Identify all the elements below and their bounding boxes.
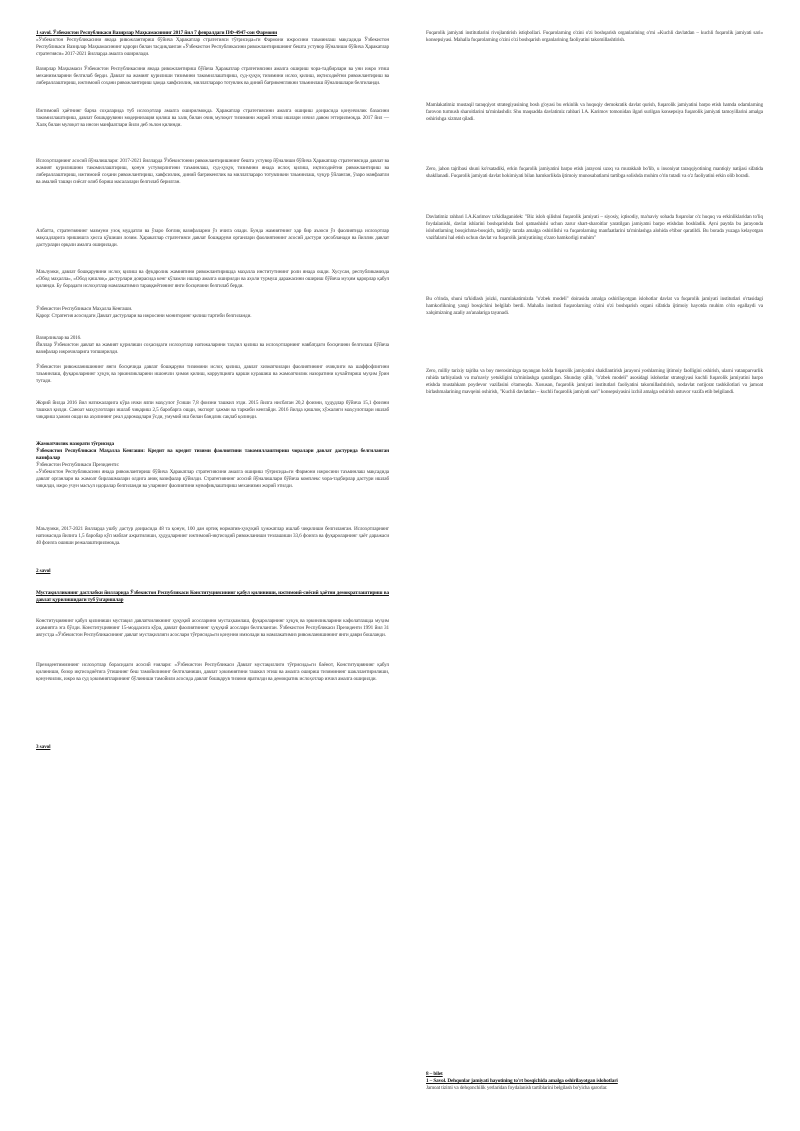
paragraph-left-20 (36, 618, 389, 639)
text-left-4: Ислоҳотларнинг асосий йўналишлари: 2017-2021 йилларда Ўзбекистонни ривожлантиришнинг бешта устувор йўналиши бўйича Ҳаракатлар стратегиясида давлат ва жамият қурилишини такомиллаштириш, қонун устуворлигини таъминлаш, суд-ҳуқуқ тизимини янада ислоҳ қилиш, иқтисодиётни ривожлантириш ва либераллаштириш, ижтимоий соҳани ривожлантириш, хавфсизлик, диний бағрикенглик ва миллатлараро тотувликни таъминлаш, чуқур ўйланган, ўзаро манфаатли ва амалий ташқи сиёсат олиб бориш масалалари белгилаб берилган. (36, 158, 389, 186)
text-right-4: Bu o'rinda, shuni ta'kidlash joizki, mamlakatimizda "o'zbek modeli" doirasida amalga oshirilayotgan islohotlar davlat va fuqarolik jamiyati institutlari o'rtasidagi hamkorlikning yangi bosqichini belgilab berdi. Mahalla instituti fuqarolarning o'zini o'zi boshqarish organi sifatida ijtimoiy hayotda muhim o'rin egallaydi va xalqimizning azaliy an'analariga tayanadi. (426, 296, 763, 317)
text-right-1: Mamlakatimiz mustaqil taraqqiyot strategiyasining bosh g'oyasi bu erkinlik va huquqiy demokratik davlat qurish, fuqarolik jamiyatini barpo etish hamda odamlarning farovon turmush sharoitlarini ta'minlashdir. Shu maqsadda davlatimiz rahbari I.A. Karimov tomonidan ilgari surilgan konsepsiya fuqarolik jamiyati tamoyillarini amalga oshirishga xizmat qiladi. (426, 102, 763, 123)
paragraph-right-5 (426, 368, 763, 396)
paragraph-right-1 (426, 102, 763, 123)
paragraph-left-2 (36, 66, 389, 87)
paragraph-right-4 (426, 296, 763, 317)
text-left-16: «Ўзбекистон Республикасини янада ривожлантириш бўйича Ҳаракатлар стратегиясини амалга ошириш тўғрисида»ги Фармони ижросини таъминлаш мақсадида давлат органлари ва жамоат бирлашмалари олдига аниқ вазифалар қўйилди. Стратегиянинг асосий йўналишлари бўйича комплекс чора-тадбирлар дастури ишлаб чиқилди, ижро учун масъул идоралар белгиланди ва уларнинг фаолиятини мувофиқлаштириш механизми жорий этилди. (36, 469, 389, 490)
paragraph-left-16 (36, 469, 389, 490)
paragraph-right-3 (426, 214, 763, 242)
heading-left-22 (36, 744, 389, 751)
text-right-2: Zero, jahon tajribasi shuni ko'rsatadiki, erkin fuqarolik jamiyatini barpo etish jarayoni uzoq va murakkab bo'lib, u insoniyat taraqqiyotining mantiqiy natijasi sifatida shakllanadi. Fuqarolik jamiyati davlat hokimiyati bilan hamkorlikda ijtimoiy munosabatlarni tartibga solishda muhim o'rin tutadi va o'z faoliyatini erkin olib boradi. (426, 166, 763, 180)
paragraph-left-11 (36, 364, 389, 385)
paragraph-left-3 (36, 108, 389, 129)
text-left-0: 1 savol. Ўзбекистон Республикаси Вазирлар Маҳкамасининг 2017 йил 7 февралдаги ПФ-4947-сон Фармони (36, 30, 278, 36)
text-left-20: Конституциянинг қабул қилиниши мустақил давлатчиликнинг ҳуқуқий асосларини мустаҳкамлаш, фуқароларнинг ҳуқуқ ва эркинликларини кафолатлашда муҳим аҳамиятга эга бўлди. Конституциянинг 15-моддасига кўра, давлат фаолиятининг ҳуқуқий асослари белгиланган. Ўзбекистон Республикаси Президенти 1991 йил 31 августда «Ўзбекистон Республикасининг давлат мустақиллиги асослари тўғрисида»ги қонунни имзолади ва мамлакатимиз ривожланишининг янги даври бошланди. (36, 618, 389, 639)
text-left-15: Ўзбекистон Республикаси Президенти: (36, 462, 119, 468)
text-right-7: 1 – Savol. Dehqonlar jamiyati hayotining to'rt bosqichida amalga oshirilayotgan islohotlari (426, 1078, 618, 1084)
paragraph-left-4 (36, 158, 389, 186)
paragraph-right-0 (426, 30, 763, 44)
text-left-6: Маълумки, давлат бошқарувини ислоҳ қилиш ва фуқаролик жамиятини ривожлантиришда маҳалла институтининг роли янада ошди. Хусусан, республикамизда «Обод маҳалла», «Обод қишлоқ» дастурлари доирасида кенг кўламли ишлар амалга оширилди ва аҳоли турмуш даражасини ошириш бўйича муҳим қарорлар қабул қилинди. Бу борадаги ислоҳотлар мамлакатимиз тараққиётининг янги босқичини белгилаб берди. (36, 269, 389, 290)
text-left-11: Ўзбекистон ривожланишининг янги босқичида давлат бошқаруви тизимини ислоҳ қилиш, давлат хизматчилари фаолиятининг очиқлиги ва шаффофлигини таъминлаш, фуқароларнинг ҳуқуқ ва эркинликларини ишончли ҳимоя қилиш, коррупцияга қарши курашиш ва жамоатчилик назоратини кучайтириш муҳим ўрин тутади. (36, 364, 389, 385)
text-left-5: Албатта, стратегиянинг мазмуни узоқ муддатли ва ўзаро боғлиқ вазифаларни ўз ичига олади. Бунда жамиятнинг ҳар бир аъзоси ўз фаолиятида ислоҳотлар мақсадларига эришишга ҳисса қўшиши лозим. Ҳаракатлар стратегияси давлат бошқаруви органлари фаолиятининг асосий дастури ҳисобланади ва йиллик давлат дастурлари орқали амалга оширилади. (36, 228, 389, 249)
text-left-19: Мустақилликнинг дастлабки йилларида Ўзбекистон Республикаси Конституциясининг қабул қилиниши, ижтимоий-сиёсий ҳаётни демократлаштириш ва давлат қурилишидаги туб ўзгаришлар (36, 590, 389, 604)
paragraph-left-17 (36, 526, 389, 547)
paragraph-left-1 (36, 37, 389, 58)
paragraph-left-8 (36, 313, 389, 320)
heading-left-14 (36, 448, 389, 462)
text-left-2: Вазирлар Маҳкамаси Ўзбекистон Республикасини янада ривожлантириш бўйича Ҳаракатлар стратегиясини амалга ошириш чора-тадбирлари ва уни ижро этиш механизмларини белгилаб берди. Давлат ва жамият қурилиши тизимини такомиллаштириш, суд-ҳуқуқ тизимини ислоҳ қилиш, иқтисодиётни ривожлантириш ва либераллаштириш, ижтимоий соҳани ривожлантириш ҳамда хавфсизлик, миллатлараро тотувлик ва диний бағрикенгликни таъминлаш йўналишлари белгиланди. (36, 66, 389, 87)
text-left-17: Маълумки, 2017-2021 йилларда ушбу дастур доирасида 48 та қонун, 100 дан ортиқ норматив-ҳуқуқий ҳужжатлар ишлаб чиқилиши белгиланган. Ислоҳотларнинг натижасида йилига 1,5 баробар кўп маблағ ажратилиши, ҳудудларнинг ижтимоий-иқтисодий ривожланиши тезлашиши 33,6 фоизга ва фуқароларнинг ҳаёт даражаси 40 фоизга ошиши режалаштирилмоқда. (36, 526, 389, 547)
text-left-21: Президентимизнинг ислоҳотлар борасидаги асосий ғоялари: «Ўзбекистон Республикаси Давлат мустақиллиги тўғрисида»ги баёнот, Конституциянинг қабул қилиниши, бозор иқтисодиётига ўтишнинг беш тамойилининг белгиланиши, давлат ҳокимиятини ташкил этиш ва амалга ошириш тизимининг шакллантирилиши, қонунчилик, ижро ва суд ҳокимиятларининг бўлиниши тамойили асосида давлат бошқарув тизими яратилди ва демократик ислоҳотлар изчил амалга оширилди. (36, 662, 389, 683)
text-left-7: Ўзбекистон Республикаси Маҳалла Кенгаши. (36, 306, 133, 312)
paragraph-left-10 (36, 342, 389, 356)
paragraph-left-12 (36, 400, 389, 421)
text-right-3: Davlatimiz rahbari I.A.Karimov ta'kidlaganidek: "Biz isloh qilishni fuqarolik jamiyati – siyosiy, iqtisodiy, ma'naviy sohada fuqarolar o'z huquq va erkinliklaridan to'liq foydalanishi, davlat ishlarini boshqarishda faol qatnashishi uchun zarur shart-sharoitlar yaratilgan jamiyatni barpo etishdan boshladik. Ayni paytda bu jarayonda islohotlarning bosqichma-bosqich, tadrijiy tarzda amalga oshirilishi va fuqarolarning manfaatlarini ta'minlashga alohida e'tibor qaratildi. Bu borada yuzaga kelayotgan vazifalarni hal etish uchun davlat va fuqarolik jamiyatining o'zaro hamkorligi muhim" (426, 214, 763, 242)
text-left-12: Жорий йилда 2016 йил натижаларига кўра ички ялпи маҳсулот ўсиши 7,8 фоизни ташкил этди. 2015 йилга нисбатан 20,2 фоизни, ҳудудлар бўйича 15,1 фоизни ташкил қилди. Саноат маҳсулотлари ишлаб чиқариш 2,5 баробарга ошди, экспорт ҳажми ва таркиби кенгайди. 2016 йилда қишлоқ хўжалиги маҳсулотлари ишлаб чиқариш ҳажми ошди ва аҳолининг реал даромадлари ўсди, умумий иш билан бандлик сақлаб қолинди. (36, 400, 389, 421)
text-left-14: Ўзбекистон Республикаси Маҳалла Кенгаши: Кредит ва кредит тизими фаолиятини такомиллаштириш чоралари давлат дастурида белгиланган вазифалар (36, 448, 389, 462)
text-right-8: Jamoat tizimi va dehqonchilik yerlaridan foydalanish tartiblarini belgilash bo'yicha qarorlar. (426, 1085, 608, 1091)
text-left-22: 3 savol (36, 744, 51, 750)
paragraph-right-8 (426, 1085, 763, 1092)
text-left-1: «Ўзбекистон Республикасини янада ривожлантириш бўйича Ҳаракатлар стратегияси тўғрисида»ги Фармони ижросини таъминлаш мақсадида Ўзбекистон Республикаси Вазирлар Маҳкамасининг қарори билан тасдиқланган «Ўзбекистон Республикасини ривожлантиришнинг бешта устувор йўналиши бўйича Ҳаракатлар стратегияси» 2017-2021 йилларда амалга оширилади. (36, 37, 389, 58)
paragraph-left-6 (36, 269, 389, 290)
heading-left-18 (36, 568, 389, 575)
text-left-18: 2 savol (36, 568, 51, 574)
text-right-6: 8 – bilet (426, 1071, 443, 1077)
text-left-8: Қарор: Стратегия асосидаги Давлат дастурлари ва ижросини мониторинг қилиш тартиби белгиланди. (36, 313, 252, 319)
text-right-0: Fuqarolik jamiyati institutlarini rivojlantirish istiqbollari. Fuqarolarning o'zini o'zi boshqarish organlarining o'rni «Kuchli davlatdan – kuchli fuqarolik jamiyati sari» konsepsiyasi. Mahalla fuqarolarning o'zini o'zi boshqarish organlarining faoliyatini takomillashtirish. (426, 30, 763, 44)
paragraph-left-21 (36, 662, 389, 683)
text-left-10: Йиллар Ўзбекистон давлат ва жамият қурилиши соҳасидаги ислоҳотлар натижаларини таҳлил қилиш ва ислоҳотларнинг навбатдаги босқичини белгилаш бўйича вазифалар ижрочиларига топширилди. (36, 342, 389, 356)
text-left-9: Вазирликлар ва 2016. (36, 335, 82, 341)
paragraph-left-5 (36, 228, 389, 249)
text-left-3: Ижтимоий ҳаётнинг барча соҳаларида туб ислоҳотлар амалга оширилмоқда. Ҳаракатлар стратегиясини амалга ошириш доирасида қонунчилик базасини такомиллаштириш, давлат бошқарувини модернизация қилиш ва халқ билан очиқ мулоқот тизимини жорий этиш ишлари изчил давом эттирилмоқда. 2017 йил — Халқ билан мулоқот ва инсон манфаатлари йили деб эълон қилинди. (36, 108, 389, 129)
paragraph-right-2 (426, 166, 763, 180)
text-left-13: Жамоатчилик назорати тўғрисида (36, 441, 114, 447)
heading-left-19 (36, 590, 389, 604)
text-right-5: Zero, milliy tarixiy tajriba va boy merosimizga tayangan holda fuqarolik jamiyatini shakllantirish jarayoni yoshlarning ijtimoiy faolligini oshirish, ularni vatanparvarlik ruhida tarbiyalash va ma'naviy yetukligini ta'minlashga qaratilgan. Shunday qilib, "o'zbek modeli" asosidagi islohotlar strategiyasi kuchli fuqarolik jamiyatini barpo etishda mustahkam poydevor vazifasini o'tamoqda. Xususan, fuqarolik jamiyati institutlari faoliyatini takomillashtirish, nodavlat notijorat tashkilotlari va jamoat birlashmalarining mavqeini oshirish, "Kuchli davlatdan – kuchli fuqarolik jamiyati sari" konsepsiyasini izchil amalga oshirish ustuvor vazifa etib belgilandi. (426, 368, 763, 396)
